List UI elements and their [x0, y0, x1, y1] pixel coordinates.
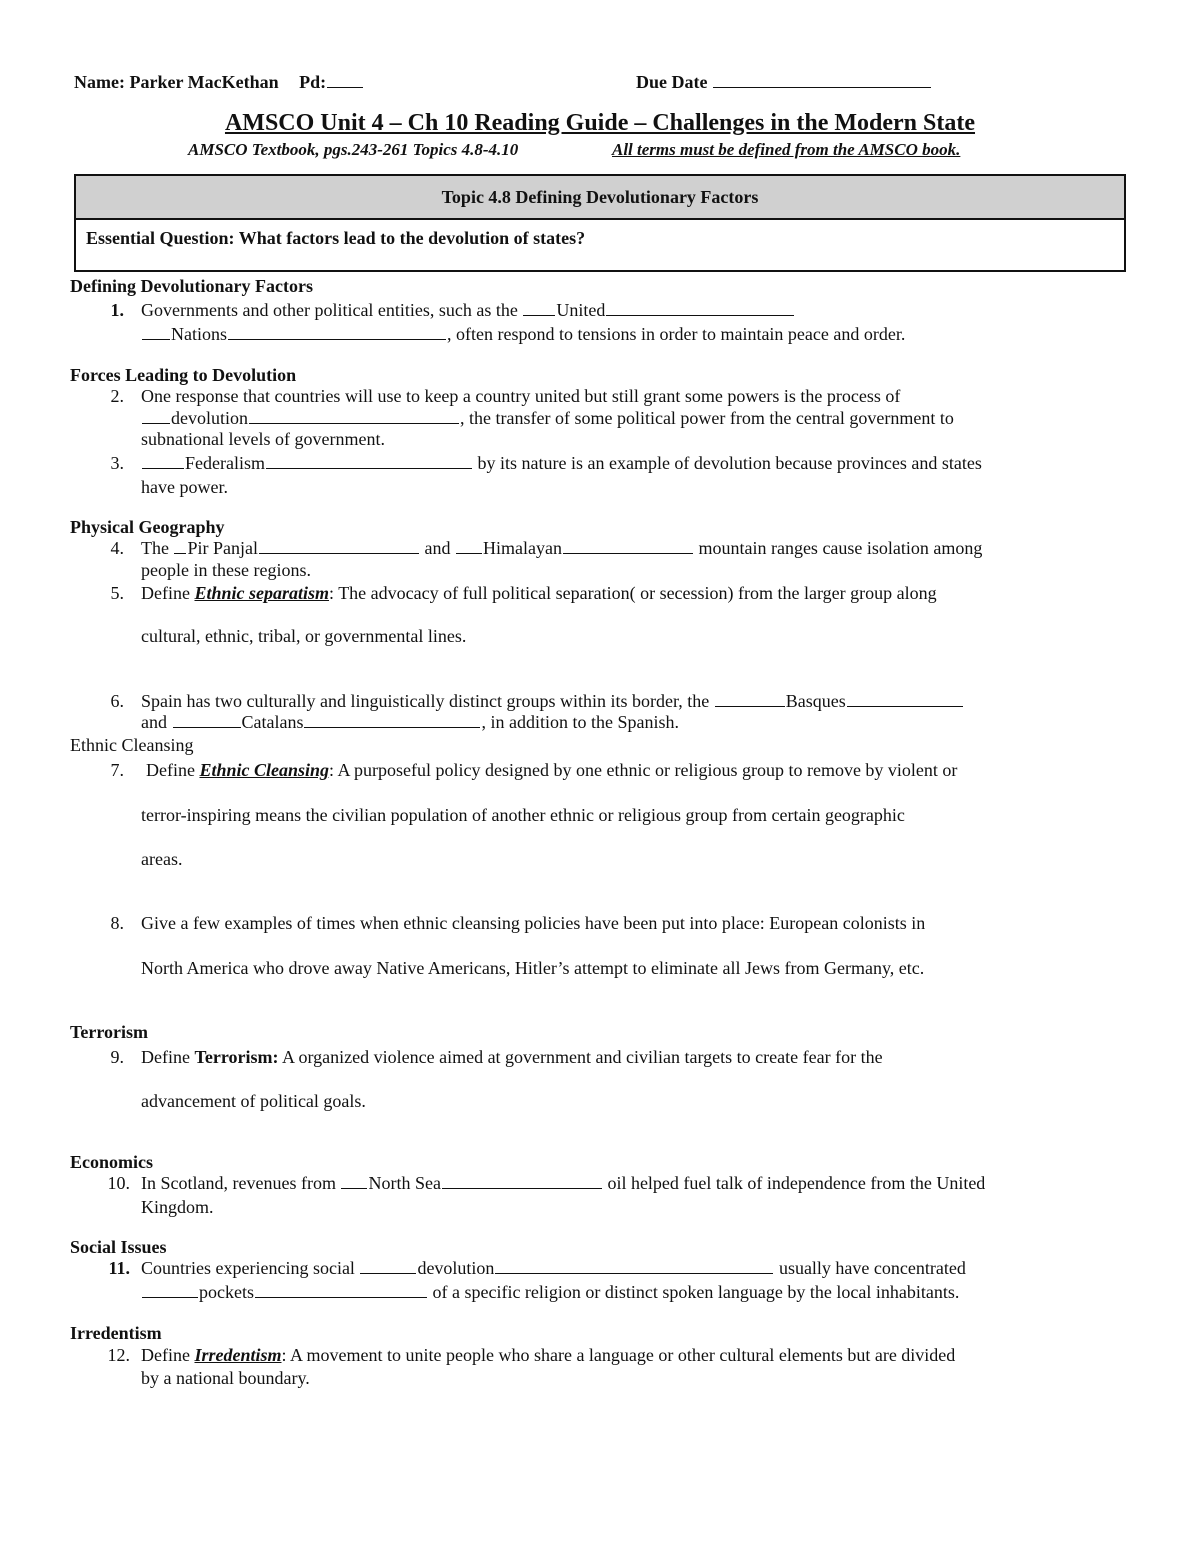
section-heading: Irredentism — [70, 1323, 162, 1343]
question-11-line-2: pockets of a specific religion or distinct spoken language by the local inhabitants. — [141, 1282, 959, 1303]
textbook-ref: AMSCO Textbook, pgs.243-261 Topics 4.8-4.10 — [188, 140, 519, 159]
answer-blank[interactable] — [341, 1174, 367, 1189]
question-11-line-1: Countries experiencing social devolution usually have concentrated — [141, 1258, 966, 1278]
answer-blank[interactable] — [495, 1259, 773, 1274]
question-5-line-1: Define Ethnic separatism: The advocacy of full political separation( or secession) from the larger group along — [141, 583, 937, 603]
answer-blank[interactable] — [255, 1283, 427, 1298]
due-date-line — [636, 71, 932, 93]
defined-term: Irredentism — [194, 1345, 282, 1365]
answer-blank[interactable] — [266, 454, 472, 469]
answer-text[interactable]: Basques — [785, 691, 846, 711]
question-2-line-2: devolution , the transfer of some political power from the central government to — [141, 408, 954, 429]
question-9-line-2: advancement of political goals. — [141, 1091, 366, 1111]
question-number: 9. — [110, 1047, 124, 1067]
answer-blank[interactable] — [456, 539, 482, 554]
question-7-line-3: areas. — [141, 849, 183, 869]
question-1-line-2: Nations , often respond to tensions in order to maintain peace and order. — [141, 324, 905, 345]
question-12-line-1: Define Irredentism: A movement to unite people who share a language or other cultural elements but are divided — [141, 1345, 956, 1365]
answer-blank[interactable] — [142, 325, 170, 340]
answer-blank[interactable] — [563, 539, 693, 554]
answer-blank[interactable] — [228, 325, 446, 340]
answer-blank[interactable] — [173, 713, 241, 728]
question-3-line-1: Federalism by its nature is an example of devolution because provinces and states — [141, 453, 982, 474]
question-8-line-1: Give a few examples of times when ethnic cleansing policies have been put into place: European colonists in — [141, 913, 926, 933]
question-2-line-1: One response that countries will use to keep a country united but still grant some powers is the process of — [141, 386, 901, 406]
question-number: 10. — [107, 1173, 130, 1193]
topic-box — [74, 174, 1126, 272]
question-10-line-2: Kingdom. — [141, 1197, 214, 1217]
answer-text[interactable]: Catalans — [241, 712, 304, 732]
question-1-line-1: Governments and other political entities, such as the United — [141, 300, 795, 321]
defined-term: Terrorism: — [194, 1047, 279, 1067]
section-heading: Physical Geography — [70, 517, 225, 537]
question-number: 6. — [110, 691, 124, 711]
question-12-line-2: by a national boundary. — [141, 1368, 310, 1388]
answer-blank[interactable] — [606, 301, 794, 316]
answer-blank[interactable] — [142, 454, 184, 469]
answer-text[interactable]: Pir Panjal — [187, 538, 258, 558]
answer-blank[interactable] — [142, 409, 170, 424]
answer-blank[interactable] — [259, 539, 419, 554]
question-6-line-1: Spain has two culturally and linguistically distinct groups within its border, the Basques — [141, 691, 964, 712]
section-heading: Forces Leading to Devolution — [70, 365, 297, 385]
topic-heading: Topic 4.8 Defining Devolutionary Factors — [76, 176, 1124, 220]
question-number: 2. — [110, 386, 124, 406]
answer-text[interactable]: North Sea — [368, 1173, 441, 1193]
section-heading: Economics — [70, 1152, 153, 1172]
question-4-line-1: The Pir Panjal and Himalayan mountain ranges cause isolation among — [141, 538, 983, 558]
answer-text[interactable]: pockets — [199, 1282, 254, 1302]
answer-text[interactable]: devolution — [417, 1258, 495, 1278]
answer-blank[interactable] — [523, 301, 555, 316]
question-4-line-2: people in these regions. — [141, 560, 311, 580]
definition-note: All terms must be defined from the AMSCO book. — [612, 140, 961, 159]
due-date-label: Due Date — [636, 72, 708, 92]
section-heading: Ethnic Cleansing — [70, 735, 194, 755]
section-heading: Defining Devolutionary Factors — [70, 276, 313, 296]
question-number: 1. — [110, 300, 124, 320]
question-number: 4. — [110, 538, 124, 558]
answer-blank[interactable] — [142, 1283, 198, 1298]
due-date-blank[interactable] — [713, 73, 931, 88]
question-number: 11. — [108, 1258, 130, 1278]
section-heading: Social Issues — [70, 1237, 167, 1257]
pd-label: Pd: — [299, 72, 327, 92]
answer-blank[interactable] — [174, 539, 186, 554]
question-2-line-3: subnational levels of government. — [141, 429, 385, 449]
question-9-line-1: Define Terrorism: A organized violence aimed at government and civilian targets to create fear for the — [141, 1047, 883, 1067]
answer-text[interactable]: Himalayan — [482, 538, 562, 558]
question-3-line-2: have power. — [141, 477, 228, 497]
question-number: 7. — [110, 760, 124, 780]
answer-blank[interactable] — [847, 692, 963, 707]
name-label: Name: Parker MacKethan — [74, 72, 279, 92]
question-8-line-2: North America who drove away Native Americans, Hitler’s attempt to eliminate all Jews from Germany, etc. — [141, 958, 925, 978]
question-7-line-1: Define Ethnic Cleansing: A purposeful policy designed by one ethnic or religious group to remove by violent or — [146, 760, 958, 780]
answer-blank[interactable] — [442, 1174, 602, 1189]
answer-blank[interactable] — [304, 713, 480, 728]
answer-blank[interactable] — [360, 1259, 416, 1274]
question-number: 3. — [110, 453, 124, 473]
answer-blank[interactable] — [715, 692, 785, 707]
answer-text[interactable]: devolution — [171, 408, 248, 428]
pd-blank[interactable] — [327, 73, 363, 88]
essential-question: Essential Question: What factors lead to the devolution of states? — [86, 228, 586, 248]
question-number: 8. — [110, 913, 124, 933]
answer-text[interactable]: Federalism — [185, 453, 265, 473]
answer-blank[interactable] — [249, 409, 459, 424]
answer-text[interactable]: Nations — [171, 324, 227, 344]
name-line — [74, 71, 364, 93]
section-heading: Terrorism — [70, 1022, 148, 1042]
question-7-line-2: terror-inspiring means the civilian population of another ethnic or religious group from certain geographic — [141, 805, 905, 825]
defined-term: Ethnic Cleansing — [199, 760, 330, 780]
answer-text[interactable]: United — [556, 300, 606, 320]
question-10-line-1: In Scotland, revenues from North Sea oil helped fuel talk of independence from the United — [141, 1173, 986, 1193]
question-6-line-2: and Catalans , in addition to the Spanish. — [141, 712, 679, 732]
page-title: AMSCO Unit 4 – Ch 10 Reading Guide – Challenges in the Modern State — [224, 110, 976, 136]
question-number: 5. — [110, 583, 124, 603]
defined-term: Ethnic separatism — [194, 583, 330, 603]
question-5-line-2: cultural, ethnic, tribal, or governmental lines. — [141, 626, 467, 646]
question-number: 12. — [107, 1345, 130, 1365]
